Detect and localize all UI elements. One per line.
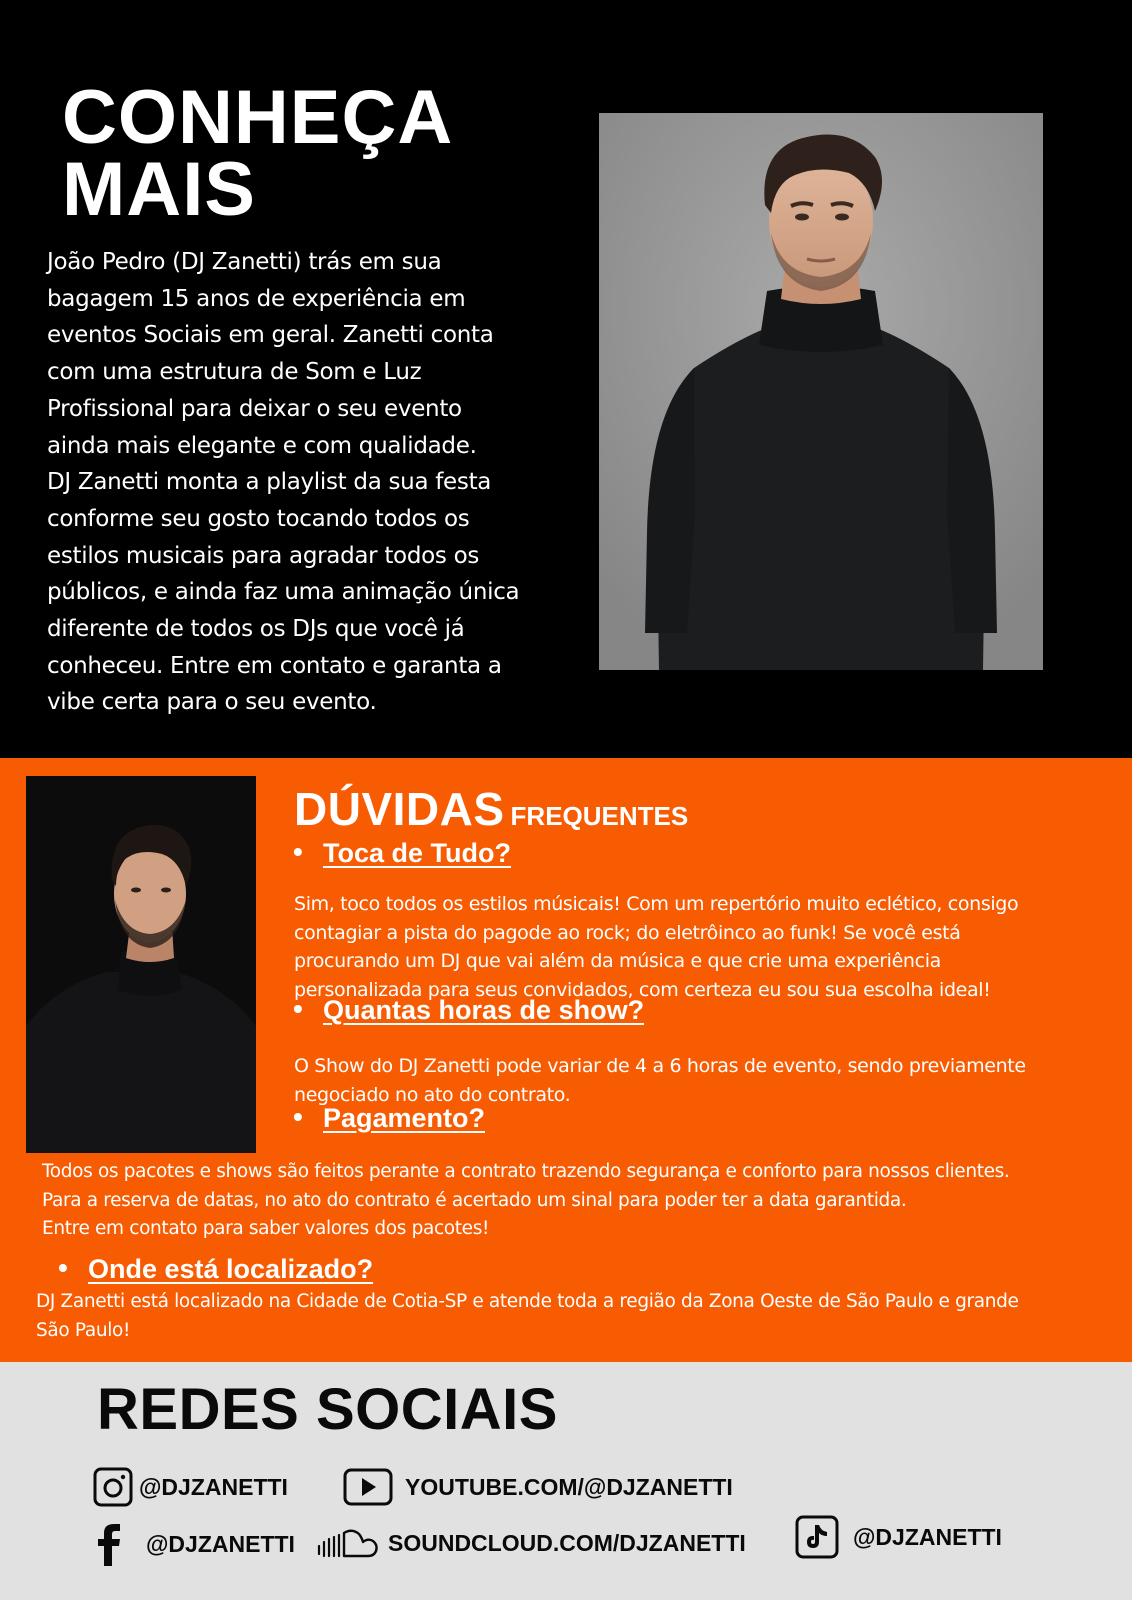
bio-line: eventos Sociais em geral. Zanetti conta (47, 322, 494, 349)
faq-section (0, 758, 1132, 1362)
faq-answer-line: contagiar a pista do pagode ao rock; do eletrôinco ao funk! Se você está (294, 921, 961, 944)
faq-answer-line: Sim, toco todos os estilos músicais! Com um repertório muito eclético, consigo (294, 893, 1019, 915)
faq-heading-sub: FREQUENTES (510, 801, 689, 831)
soundcloud-icon (316, 1526, 380, 1560)
dj-portrait-photo (599, 113, 1043, 670)
faq-answer-line: Para a reserva de datas, no ato do contrato é acertado um sinal para poder ter a data garantida. (42, 1189, 907, 1211)
about-title (62, 75, 454, 232)
faq-answer-line: personalizada para seus convidados, com certeza eu sou sua escolha ideal! (294, 978, 991, 1001)
about-title-line-2: MAIS (62, 147, 256, 232)
facebook-icon (96, 1522, 122, 1566)
tiktok-icon (795, 1515, 839, 1559)
bio-line: ainda mais elegante e com qualidade. (47, 432, 477, 459)
social-youtube[interactable] (343, 1468, 733, 1506)
faq-heading (294, 782, 688, 836)
social-instagram[interactable] (93, 1467, 288, 1507)
faq-answer-line: Entre em contato para saber valores dos pacotes! (42, 1218, 490, 1239)
about-bio (47, 244, 577, 721)
bio-line: públicos, e ainda faz uma animação única (47, 579, 520, 606)
bio-line: com uma estrutura de Som e Luz (47, 359, 422, 386)
social-tiktok[interactable] (795, 1515, 1002, 1559)
faq-question-pagamento: • Pagamento? (323, 1103, 485, 1134)
faq-answer-line: Todos os pacotes e shows são feitos perante a contrato trazendo segurança e conforto para nossos clientes. (42, 1161, 1010, 1182)
facebook-handle: @DJZANETTI (146, 1530, 295, 1557)
faq-heading-main: DÚVIDAS (294, 783, 505, 835)
bio-line: estilos musicais para agradar todos os (47, 542, 480, 569)
dj-portrait-illustration (599, 113, 1043, 670)
faq-question-horas-de-show: • Quantas horas de show? (323, 995, 644, 1026)
faq-question-toca-de-tudo: • Toca de Tudo? (323, 838, 511, 869)
faq-answer-pagamento (42, 1158, 1009, 1244)
soundcloud-url: SOUNDCLOUD.COM/DJZANETTI (388, 1529, 746, 1556)
dj-side-photo (26, 776, 256, 1153)
faq-answer-localizacao (36, 1288, 1019, 1345)
faq-answer-line: procurando um DJ que vai além da música e que crie uma experiência (294, 950, 941, 972)
bio-line: vibe certa para o seu evento. (47, 689, 377, 716)
faq-answer-horas-de-show (294, 1052, 1026, 1109)
about-title-line-1: CONHEÇA (62, 75, 454, 160)
bio-line: DJ Zanetti monta a playlist da sua festa (47, 469, 492, 496)
faq-question-localizacao: • Onde está localizado? (88, 1254, 373, 1285)
social-facebook[interactable] (96, 1522, 295, 1566)
social-title: REDES SOCIAIS (97, 1377, 558, 1442)
faq-answer-line: São Paulo! (36, 1319, 131, 1341)
faq-answer-line: negociado no ato do contrato. (294, 1083, 571, 1106)
faq-answer-line: O Show do DJ Zanetti pode variar de 4 a 6 horas de evento, sendo previamente (294, 1055, 1026, 1077)
bio-line: diferente de todos os DJs que você já (47, 616, 465, 643)
instagram-handle: @DJZANETTI (139, 1473, 288, 1500)
faq-answer-toca-de-tudo (294, 890, 1018, 1004)
about-section (0, 0, 1132, 758)
social-section (0, 1362, 1132, 1600)
bio-line: conforme seu gosto tocando todos os (47, 505, 470, 532)
faq-answer-line: DJ Zanetti está localizado na Cidade de Cotia-SP e atende toda a região da Zona Oeste de São Paulo e grande (36, 1291, 1019, 1312)
bio-line: bagagem 15 anos de experiência em (47, 285, 466, 312)
youtube-url: YOUTUBE.COM/@DJZANETTI (405, 1473, 733, 1500)
bio-line: conheceu. Entre em contato e garanta a (47, 652, 502, 679)
instagram-icon (93, 1467, 133, 1507)
tiktok-handle: @DJZANETTI (853, 1523, 1002, 1550)
bio-line: Profissional para deixar o seu evento (47, 395, 462, 422)
social-soundcloud[interactable] (316, 1526, 746, 1560)
youtube-icon (343, 1468, 393, 1506)
dj-side-illustration (26, 776, 256, 1153)
bio-line: João Pedro (DJ Zanetti) trás em sua (47, 249, 442, 275)
